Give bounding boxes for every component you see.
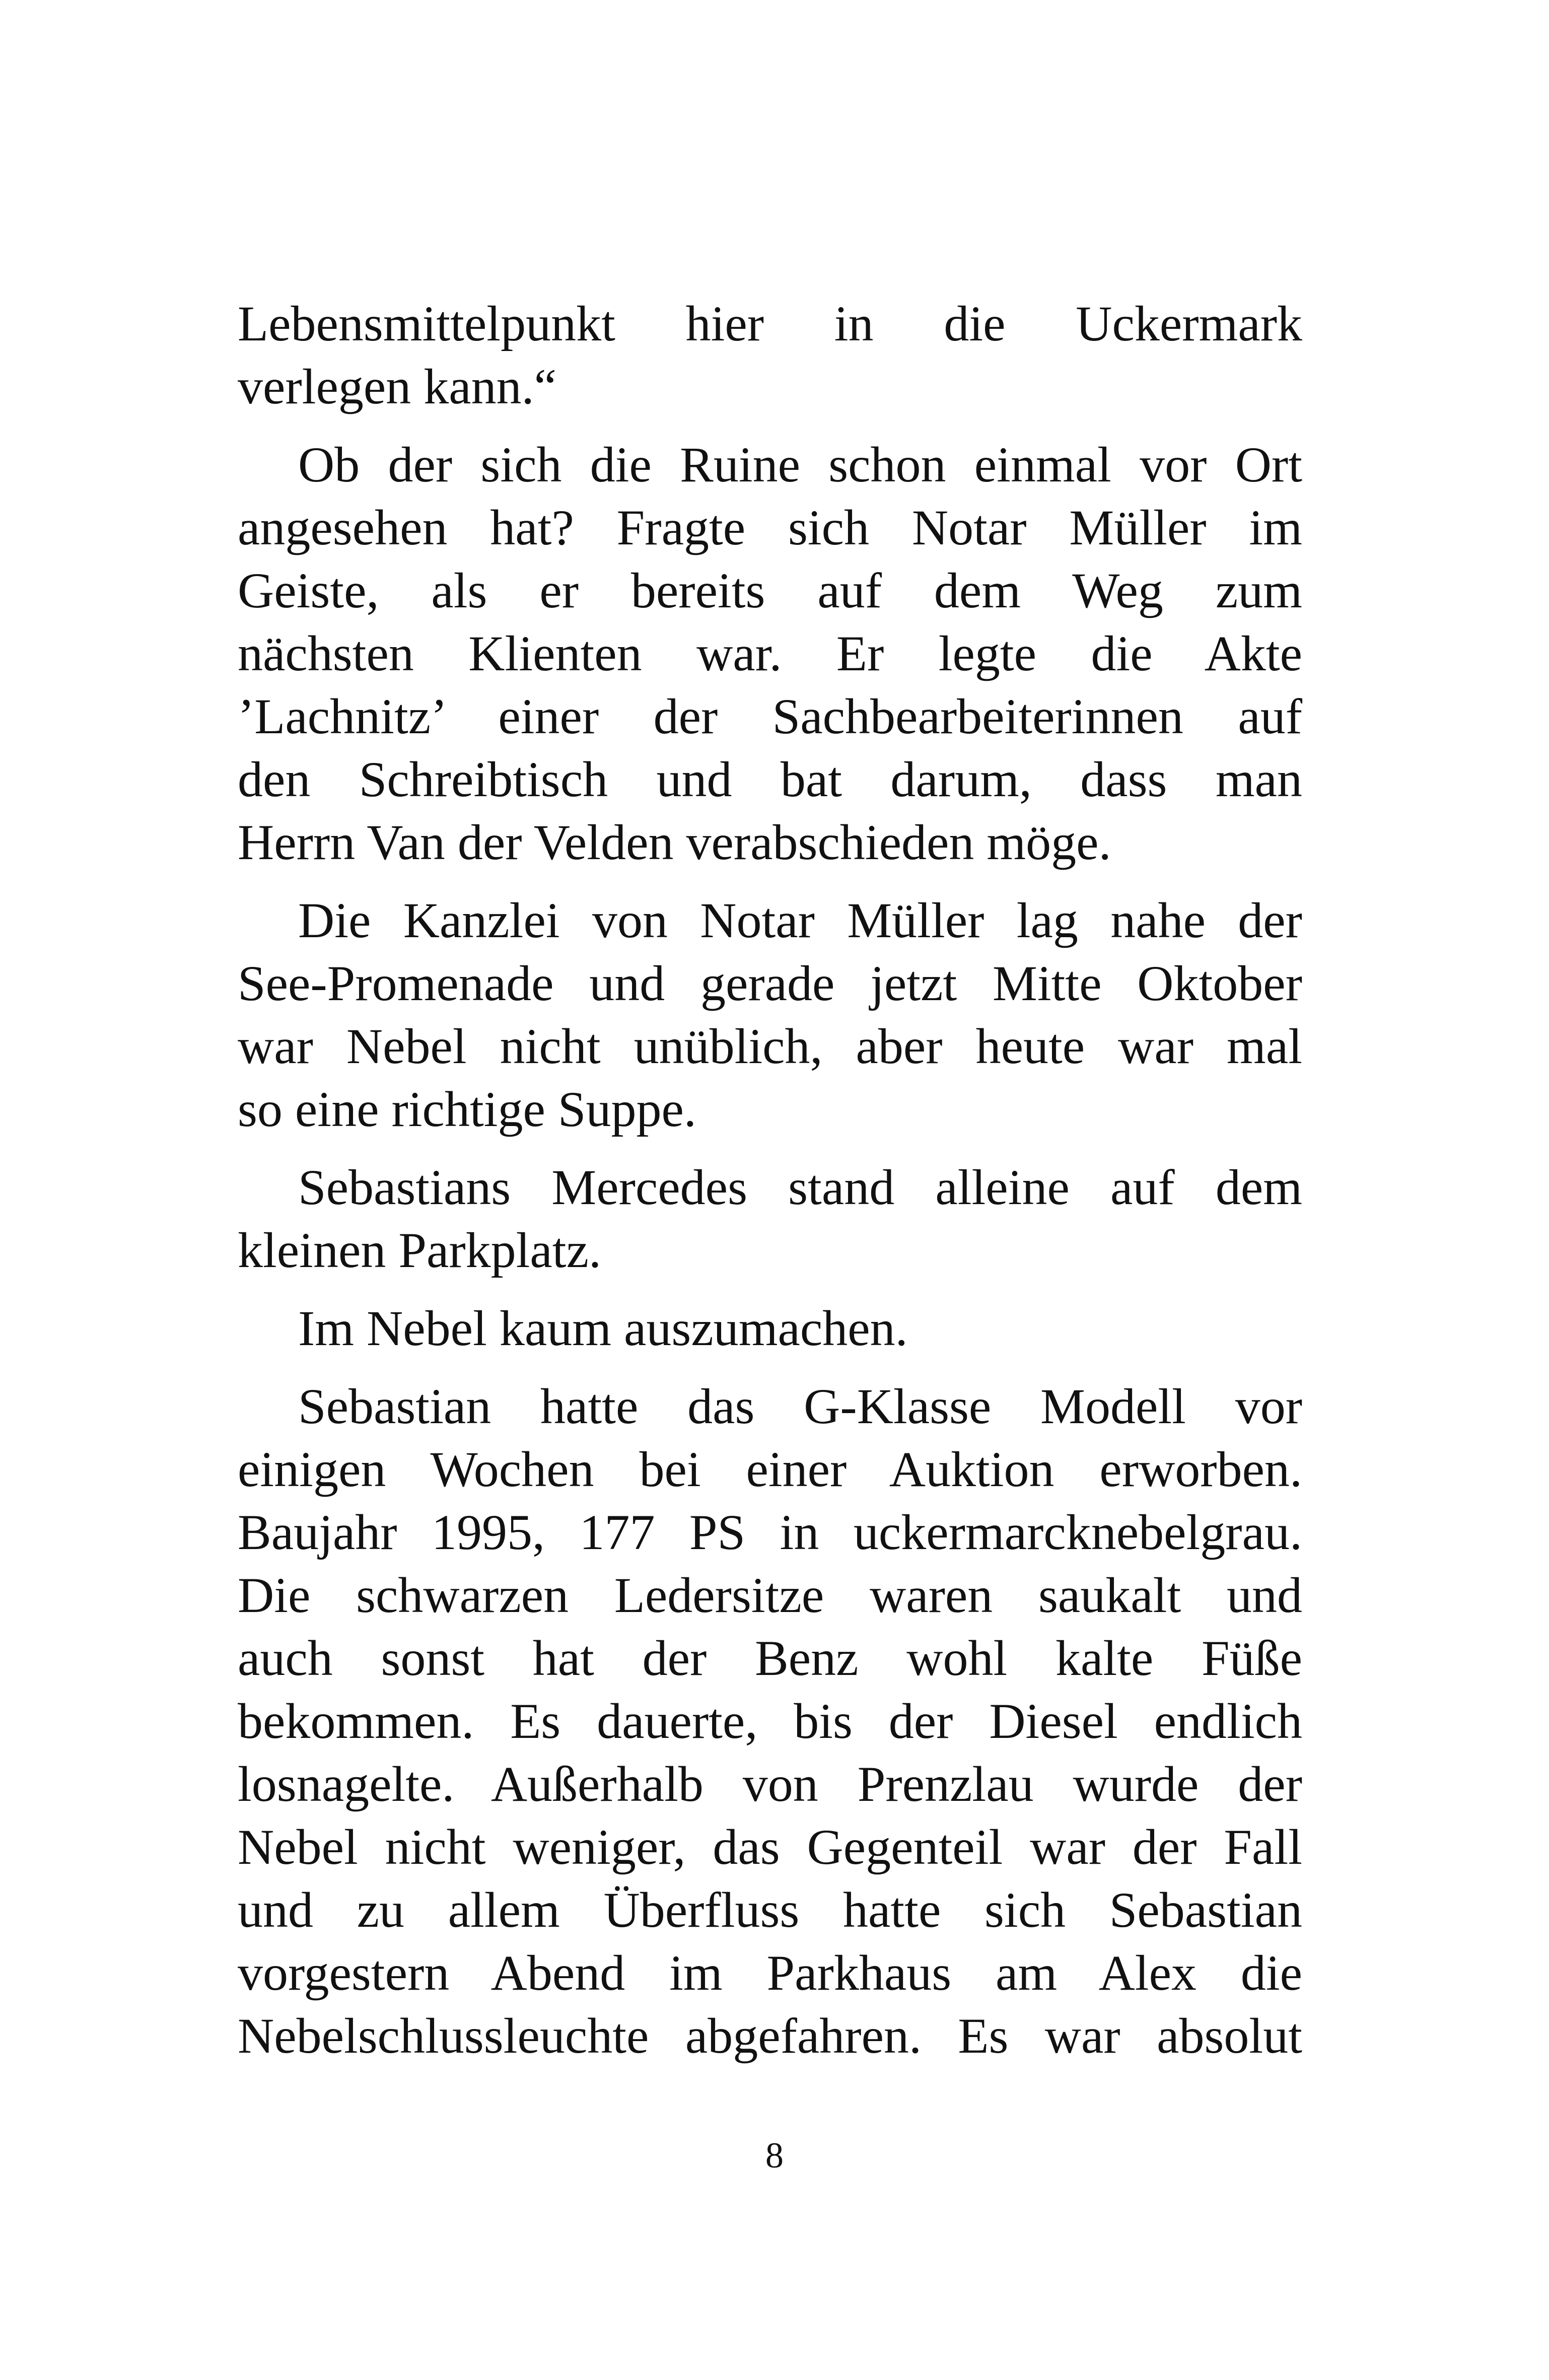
text-line: Baujahr 1995, 177 PS in uckermarcknebelgrau. [238, 1504, 1302, 1560]
text-line: auch sonst hat der Benz wohl kalte Füße [238, 1630, 1302, 1686]
paragraph-gap [238, 1282, 1302, 1297]
text-line: nächsten Klienten war. Er legte die Akte [238, 625, 1302, 681]
text-line: Die Kanzlei von Notar Müller lag nahe der [298, 892, 1302, 948]
text-line: Lebensmittelpunkt hier in die Uckermark [238, 296, 1302, 352]
paragraph [238, 1297, 1302, 1360]
paragraph [238, 1375, 1302, 2067]
paragraph-gap [238, 418, 1302, 433]
paragraph [238, 1156, 1302, 1282]
text-line: Nebelschlussleuchte abgefahren. Es war absolut [238, 2008, 1302, 2064]
text-line: und zu allem Überfluss hatte sich Sebastian [238, 1882, 1302, 1938]
paragraph-gap [238, 874, 1302, 889]
text-line: angesehen hat? Fragte sich Notar Müller im [238, 500, 1302, 555]
text-line: so eine richtige Suppe. [238, 1081, 696, 1137]
paragraph [238, 292, 1302, 418]
text-line: vorgestern Abend im Parkhaus am Alex die [238, 1945, 1302, 2001]
paragraph-gap [238, 1360, 1302, 1375]
text-line: verlegen kann.“ [238, 359, 557, 414]
text-line: Nebel nicht weniger, das Gegenteil war der Fall [238, 1819, 1302, 1875]
paragraph [238, 433, 1302, 874]
paragraph [238, 889, 1302, 1141]
text-line: losnagelte. Außerhalb von Prenzlau wurde der [238, 1756, 1302, 1812]
text-line: war Nebel nicht unüblich, aber heute war mal [238, 1018, 1302, 1074]
body-text [238, 292, 1302, 2067]
paragraph-gap [238, 1141, 1302, 1156]
text-line: Im Nebel kaum auszumachen. [298, 1300, 908, 1356]
text-line: ’Lachnitz’ einer der Sachbearbeiterinnen auf [238, 688, 1302, 744]
text-line: kleinen Parkplatz. [238, 1222, 601, 1278]
page-number: 8 [765, 2135, 784, 2176]
text-line: Geiste, als er bereits auf dem Weg zum [238, 563, 1302, 618]
text-line: den Schreibtisch und bat darum, dass man [238, 751, 1302, 807]
text-line: bekommen. Es dauerte, bis der Diesel endlich [238, 1693, 1302, 1749]
text-line: Die schwarzen Ledersitze waren saukalt und [238, 1567, 1302, 1623]
text-line: See-Promenade und gerade jetzt Mitte Oktober [238, 955, 1302, 1011]
text-line: Sebastians Mercedes stand alleine auf dem [298, 1159, 1302, 1215]
text-line: Ob der sich die Ruine schon einmal vor Ort [298, 437, 1302, 493]
text-line: Sebastian hatte das G-Klasse Modell vor [298, 1378, 1302, 1434]
text-line: einigen Wochen bei einer Auktion erworben. [238, 1441, 1302, 1497]
text-line: Herrn Van der Velden verabschieden möge. [238, 814, 1111, 870]
